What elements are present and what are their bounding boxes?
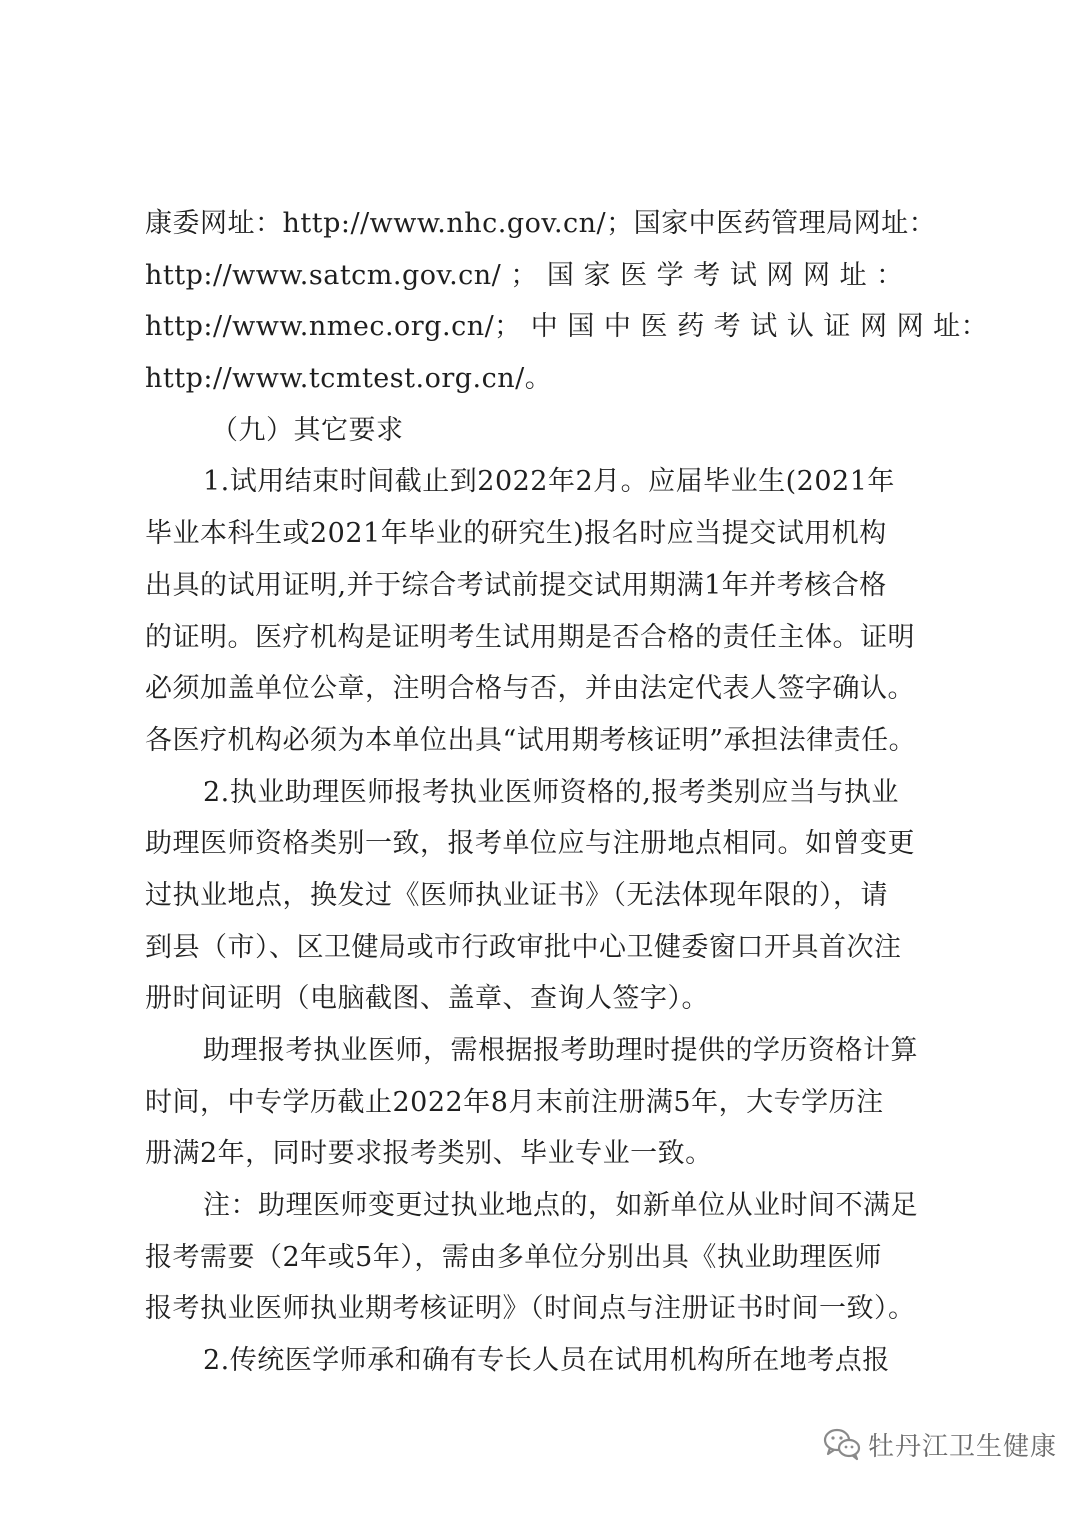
section-heading: （九）其它要求	[211, 414, 404, 446]
watermark-label: 牡丹江卫生健康	[868, 1431, 1058, 1462]
text-line: 过执业地点，换发过《医师执业证书》（无法体现年限的），请	[145, 879, 888, 911]
text-line: 报考需要（2年或5年），需由多单位分别出具《执业助理医师	[145, 1241, 882, 1273]
text-line: 毕业本科生或2021年毕业的研究生)报名时应当提交试用机构	[145, 518, 887, 550]
text-line: 报考执业医师执业期考核证明》（时间点与注册证书时间一致）。	[145, 1293, 916, 1325]
wechat-icon	[822, 1426, 862, 1462]
text-line: http://www.nmec.org.cn/； 中 国 中 医 药 考 试 认 证 网 网 址：	[145, 311, 989, 343]
text-line: 时间，中专学历截止2022年8月末前注册满5年，大专学历注	[145, 1086, 884, 1118]
paragraph-first-line: 助理报考执业医师，需根据报考助理时提供的学历资格计算	[203, 1035, 918, 1066]
paragraph-first-line: 2.传统医学师承和确有专长人员在试用机构所在地考点报	[203, 1345, 890, 1377]
text-line: 助理医师资格类别一致，报考单位应与注册地点相同。如曾变更	[145, 828, 915, 860]
text-line: 册时间证明（电脑截图、盖章、查询人签字）。	[145, 983, 709, 1015]
document-body	[145, 198, 989, 1387]
paragraph-first-line: 1.试用结束时间截止到2022年2月。应届毕业生(2021年	[203, 466, 895, 498]
paragraph-first-line: 注：助理医师变更过执业地点的，如新单位从业时间不满足	[203, 1190, 918, 1222]
text-line: 到县（市）、区卫健局或市行政审批中心卫健委窗口开具首次注	[145, 931, 902, 963]
paragraph-first-line: 2.执业助理医师报考执业医师资格的,报考类别应当与执业	[203, 776, 899, 808]
text-line: 必须加盖单位公章，注明合格与否，并由法定代表人签字确认。	[145, 673, 915, 705]
wechat-watermark	[822, 1418, 1057, 1470]
text-line: http://www.tcmtest.org.cn/。	[145, 363, 553, 395]
text-line: http://www.satcm.gov.cn/ ； 国 家 医 学 考 试 网 网 址 ：	[145, 259, 904, 291]
text-line: 各医疗机构必须为本单位出具“试用期考核证明”承担法律责任。	[145, 724, 917, 756]
text-line: 康委网址：http://www.nhc.gov.cn/；国家中医药管理局网址：	[145, 208, 937, 239]
text-line: 的证明。医疗机构是证明考生试用期是否合格的责任主体。证明	[145, 621, 915, 653]
text-line: 出具的试用证明,并于综合考试前提交试用期满1年并考核合格	[145, 569, 887, 601]
text-line: 册满2年，同时要求报考类别、毕业专业一致。	[145, 1138, 713, 1170]
